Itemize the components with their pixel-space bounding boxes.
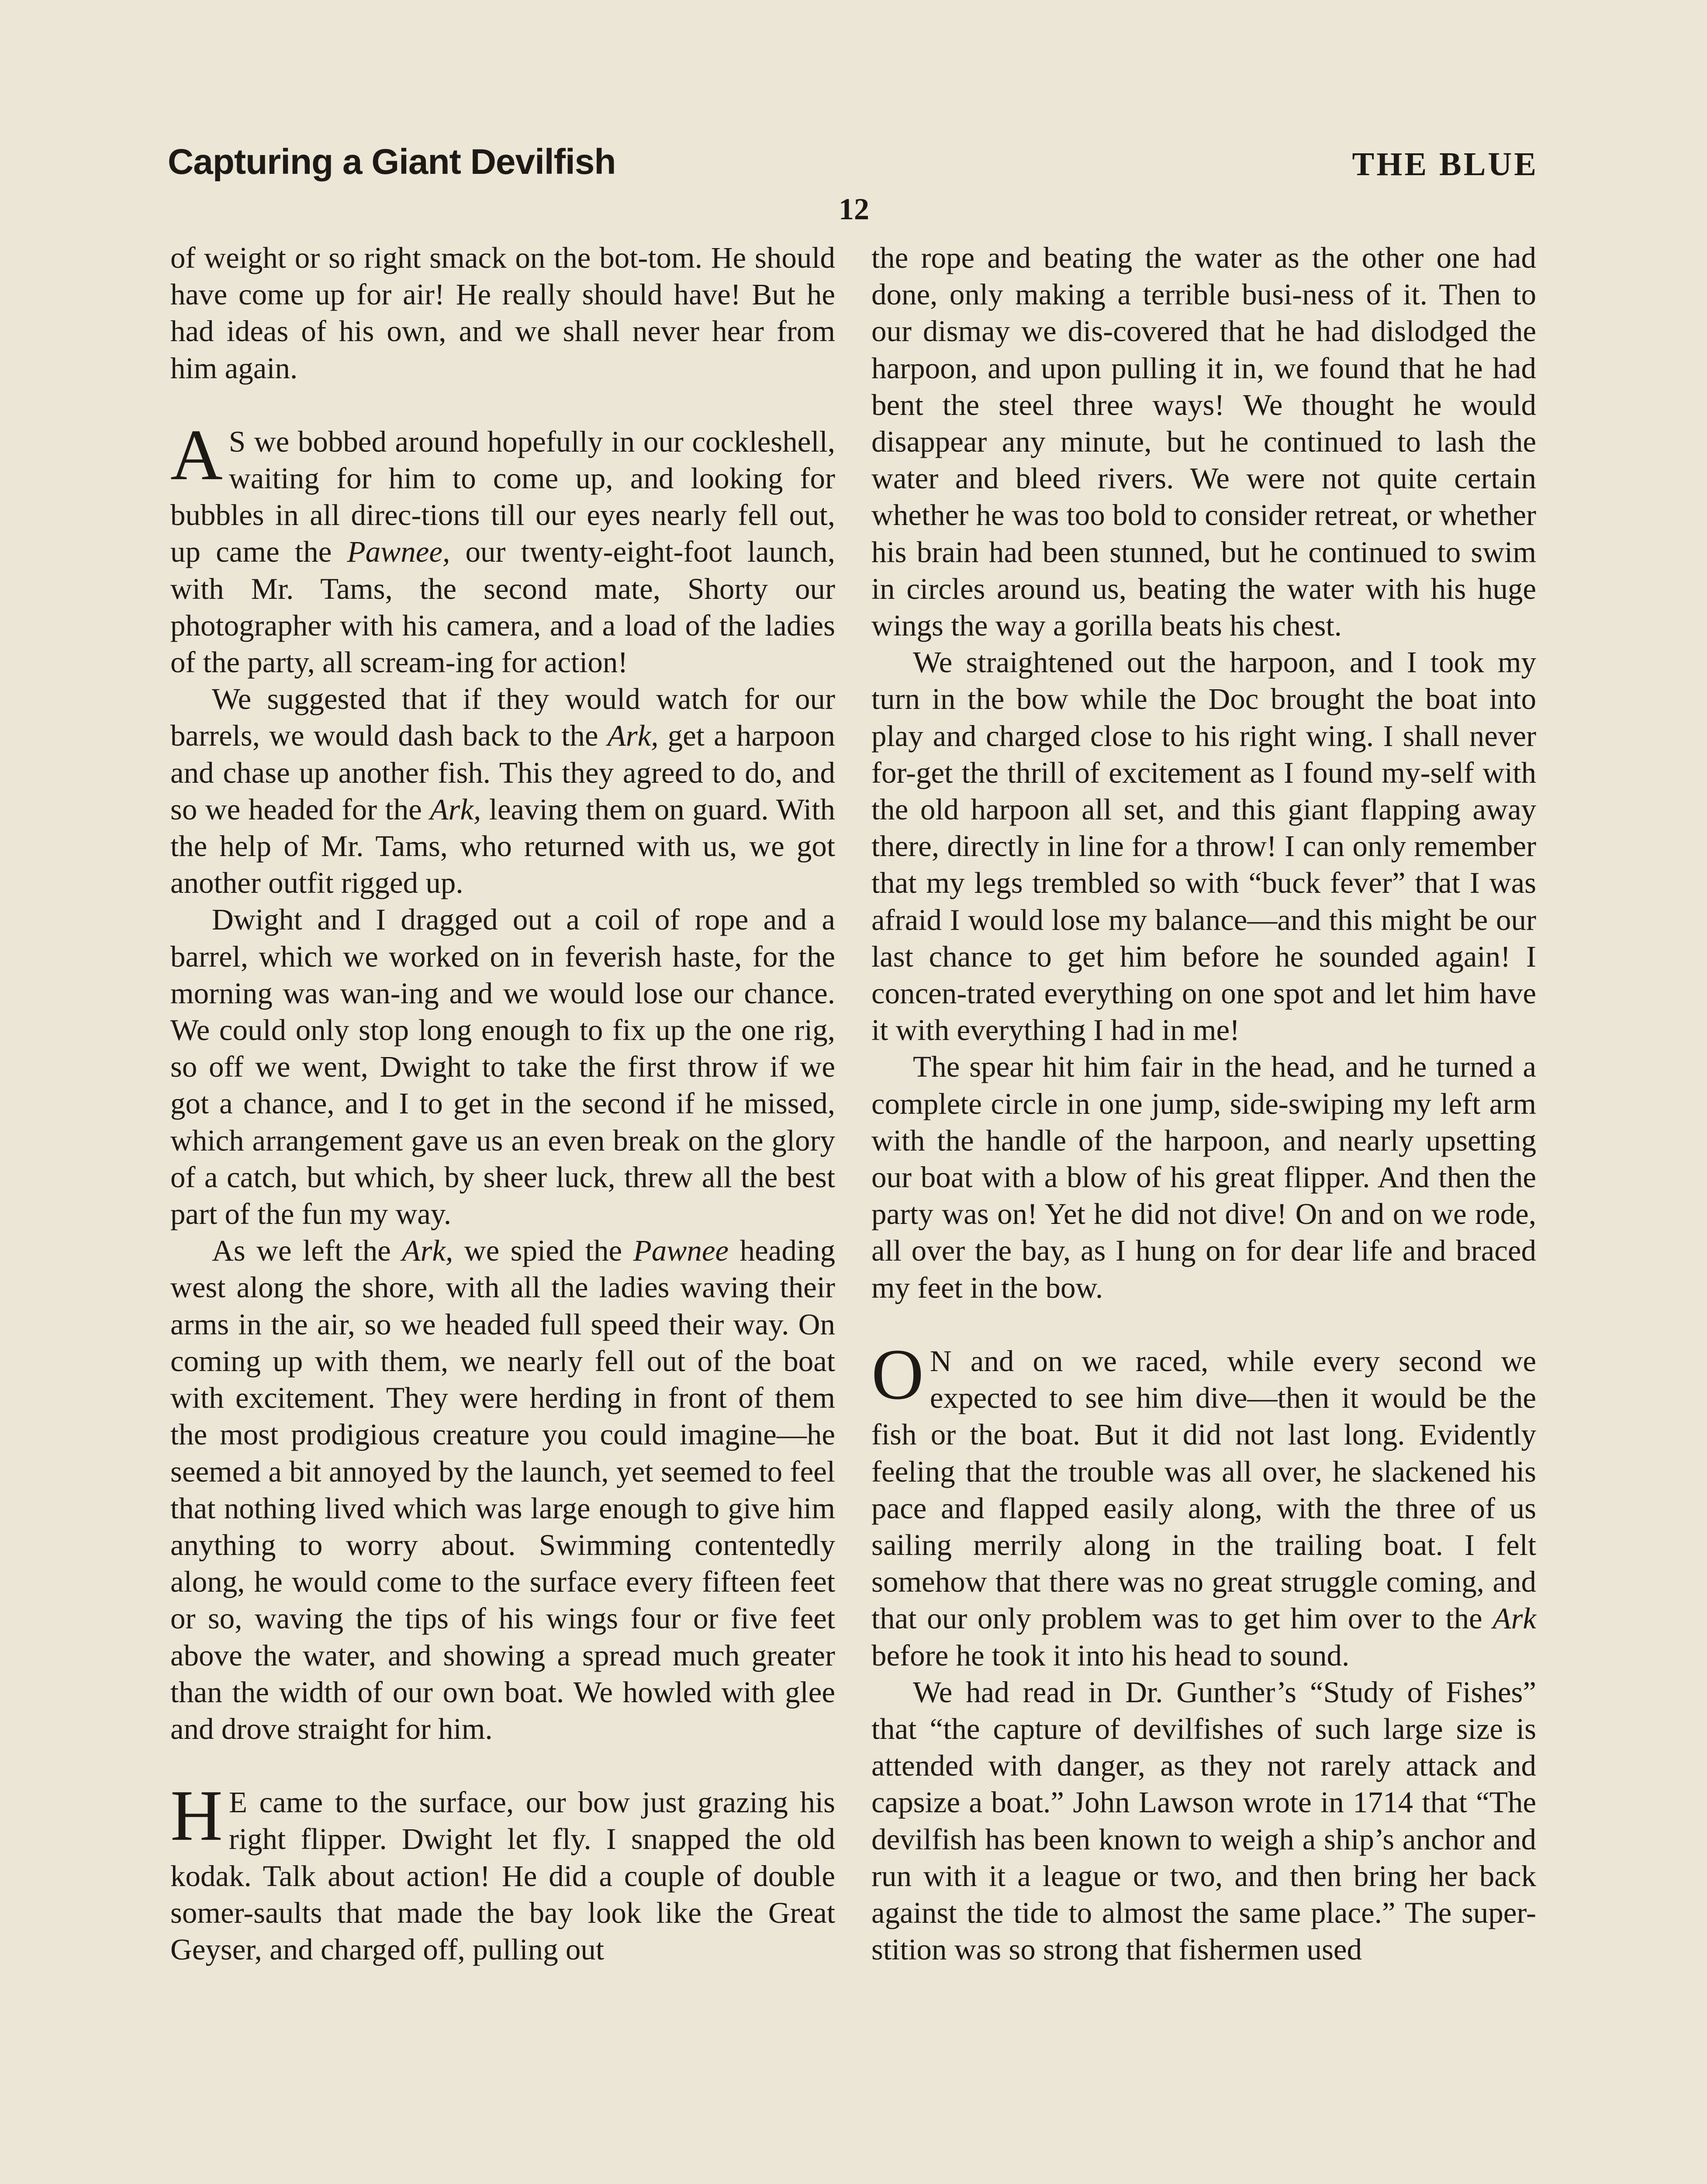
- drop-cap-letter: H: [170, 1775, 223, 1856]
- paragraph-dropcap: [170, 1775, 835, 1968]
- boat-name: Ark,: [402, 1234, 453, 1268]
- paragraph-text: leaving them on guard. With the help of Mr. Tams, who returned with us, we got another outfit rigged up.: [170, 792, 836, 900]
- paragraph-text: We suggested that if they would watch for our barrels, we would dash back to the: [170, 682, 835, 753]
- paragraph: the rope and beating the water as the other one had done, only making a terrible busi-ness of it. Then to our dismay we dis-covered that he had dislodged the harpoon, and upon pulling it in, we found that he had bent the steel three ways! We thought he would disappear any minute, but he continued to lash the water and bleed rivers. We were not quite certain whether he was too bold to consider retreat, or whether his brain had been stunned, but he continued to swim in circles around us, beating the water with his huge wings the way a gorilla beats his chest.: [871, 241, 1536, 643]
- boat-name: Pawnee: [633, 1234, 729, 1268]
- paragraph-text: S we bobbed around hopefully in our cockleshell, waiting for him to come up, and looking for bubbles in all direc-tions till our eyes nearly fell out, up came the: [170, 425, 835, 569]
- page-number: 12: [839, 193, 869, 226]
- boat-name: Ark: [1493, 1602, 1536, 1635]
- paragraph: of weight or so right smack on the bot-tom. He should have come up for air! He really should have! But he had ideas of his own, and we shall never hear from him again.: [170, 241, 835, 385]
- right-column: [871, 239, 1536, 1968]
- paragraph: Dwight and I dragged out a coil of rope and a barrel, which we worked on in feverish haste, for the morning was wan-ing and we would lose our chance. We could only stop long enough to fix up the one rig, so off we went, Dwight to take the first throw if we got a chance, and I to get in the second if he missed, which arrangement gave us an even break on the glory of a catch, but which, by sheer luck, threw all the best part of the fun my way.: [170, 903, 835, 1231]
- paragraph: We had read in Dr. Gunther’s “Study of Fishes” that “the capture of devilfishes of such large size is attended with danger, as they not rarely attack and capsize a boat.” John Lawson wrote in 1714 that “The devilfish has been known to weigh a ship’s anchor and run with it a league or two, and then bring her back against the tide to almost the same place.” The super-stition was so strong that fishermen used: [871, 1675, 1536, 1966]
- paragraph-text: N and on we raced, while every second we expected to see him dive—then it would be the fish or the boat. But it did not last long. Evidently feeling that the trouble was all over, he slackened his pace and flapped easily along, with the three of us sailing merrily along in the trailing boat. I felt somehow that there was no great struggle coming, and that our only problem was to get him over to the: [871, 1344, 1536, 1635]
- drop-cap-letter: A: [170, 414, 223, 495]
- paragraph-text: we spied the: [453, 1234, 633, 1268]
- paragraph-dropcap: [170, 414, 835, 681]
- article-title: Capturing a Giant Devilfish: [168, 142, 616, 182]
- paragraph-text: before he took it into his head to sound.: [871, 1638, 1350, 1672]
- paragraph: [170, 681, 835, 901]
- paragraph-text: heading west along the shore, with all the ladies waving their arms in the air, so we headed full speed their way. On coming up with them, we nearly fell out of the boat with excitement. They were herding in front of them the most prodigious creature you could imagine—he seemed a bit annoyed by the launch, yet seemed to feel that nothing lived which was large enough to give him anything to worry about. Swimming contentedly along, he would come to the surface every fifteen feet or so, waving the tips of his wings four or five feet above the water, and showing a spread much greater than the width of our own boat. We howled with glee and drove straight for him.: [170, 1234, 835, 1745]
- paragraph-text: E came to the surface, our bow just grazing his right flipper. Dwight let fly. I snapped the old kodak. Talk about action! He did a couple of double somer-saults that made the bay look like the Great Geyser, and charged off, pulling out: [170, 1786, 835, 1966]
- boat-name: Ark,: [430, 792, 481, 826]
- paragraph-text: our twenty-eight-foot launch, with Mr. Tams, the second mate, Shorty our photographer with his camera, and a load of the ladies of the party, all scream-ing for action!: [170, 535, 835, 679]
- paragraph-text: get a harpoon and chase up another fish. This they agreed to do, and so we headed for the: [170, 719, 835, 826]
- paragraph-dropcap: [871, 1334, 1536, 1674]
- paragraph: The spear hit him fair in the head, and he turned a complete circle in one jump, side-swiping my left arm with the handle of the harpoon, and nearly upsetting our boat with a blow of his great flipper. And then the party was on! Yet he did not dive! On and on we rode, all over the bay, as I hung on for dear life and braced my feet in the bow.: [871, 1050, 1536, 1304]
- paragraph: [170, 1232, 835, 1747]
- magazine-name: THE BLUE: [1352, 146, 1538, 183]
- paragraph-text: As we left the: [212, 1234, 402, 1268]
- paragraph: We straightened out the harpoon, and I took my turn in the bow while the Doc brought the boat into play and charged close to his right wing. I shall never for-get the thrill of excitement as I found my-self with the old harpoon all set, and this giant flapping away there, directly in line for a throw! I can only remember that my legs trembled so with “buck fever” that I was afraid I would lose my balance—and this might be our last chance to get him before he sounded again! I concen-trated everything on one spot and let him have it with everything I had in me!: [871, 646, 1536, 1047]
- boat-name: Pawnee,: [347, 535, 450, 569]
- left-column: [170, 239, 835, 1968]
- boat-name: Ark,: [607, 719, 659, 753]
- drop-cap-letter: O: [871, 1334, 924, 1414]
